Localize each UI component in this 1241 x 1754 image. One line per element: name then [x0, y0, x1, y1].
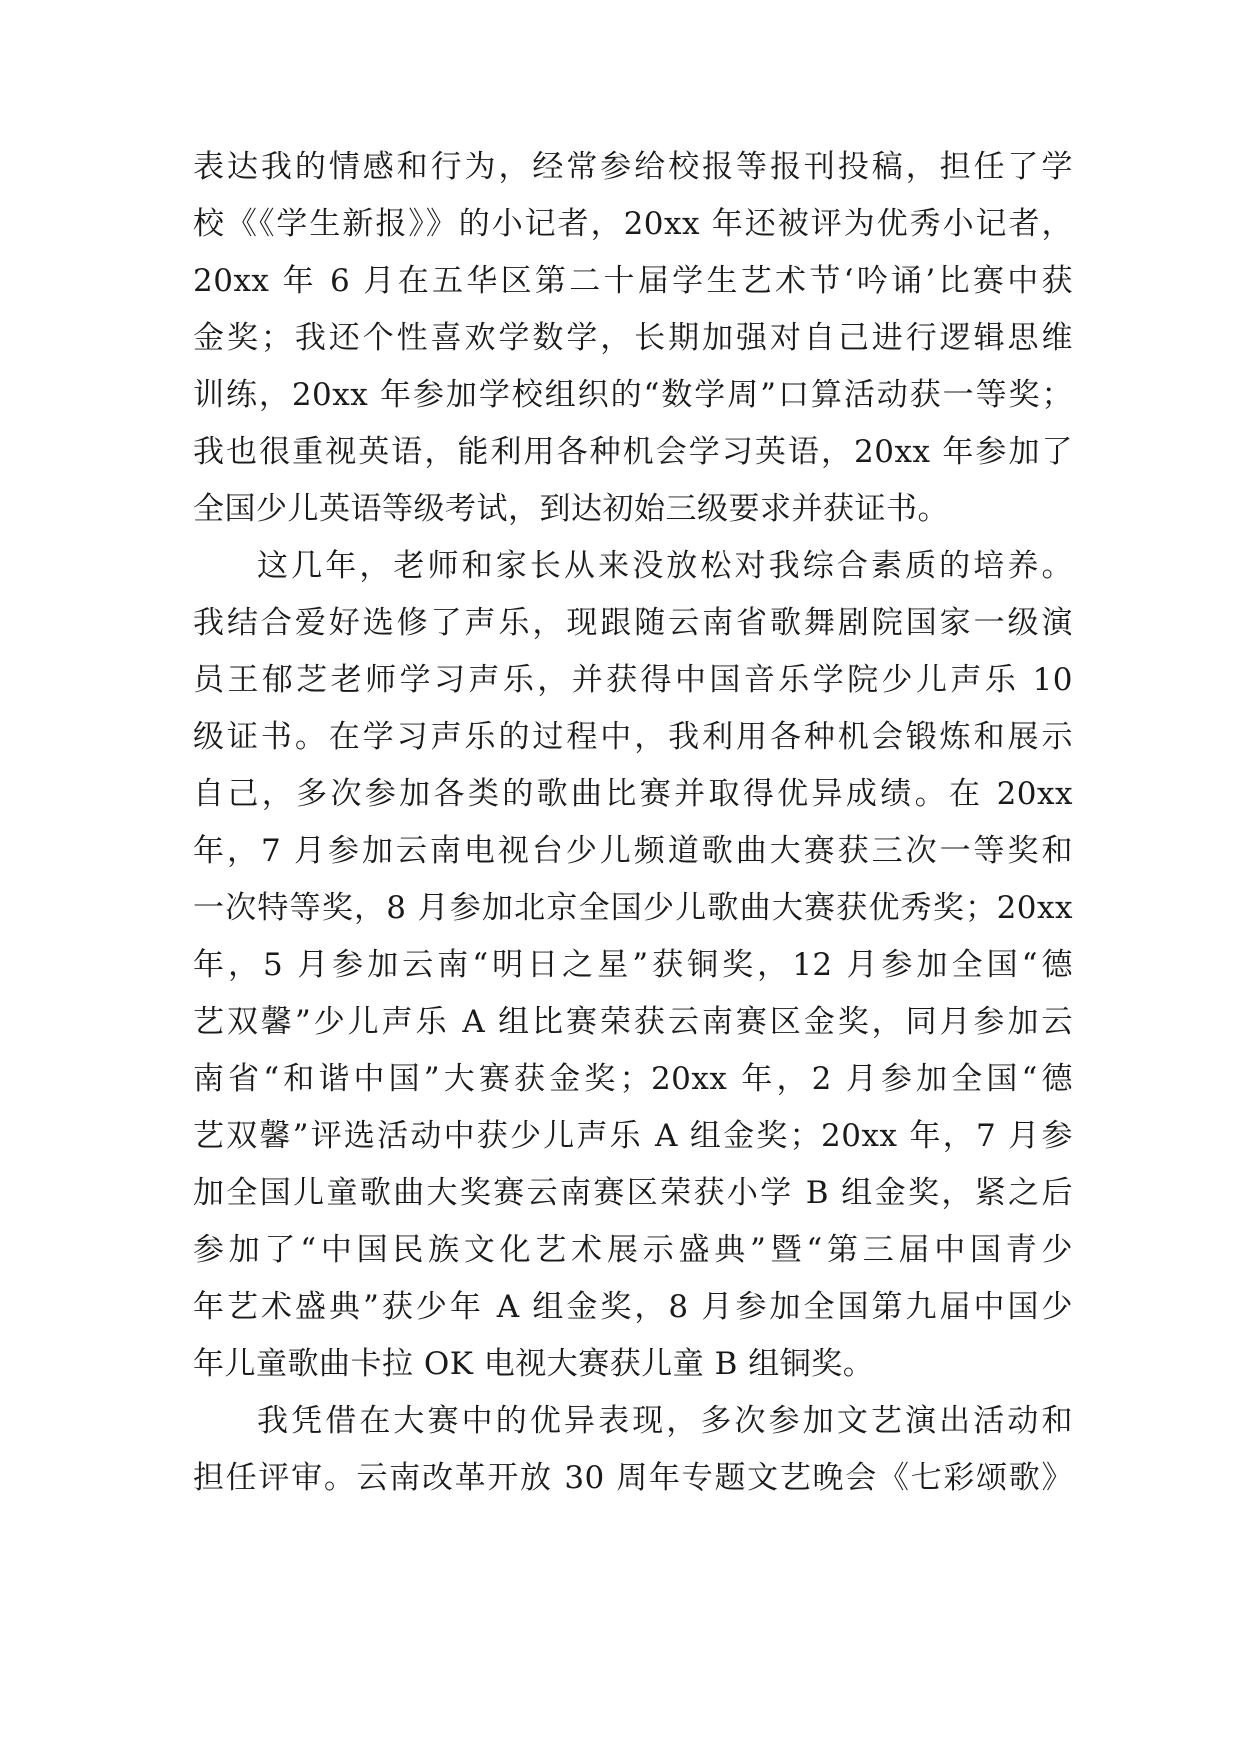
- text-line: 加全国儿童歌曲大奖赛云南赛区荣获小学 B 组金奖，紧之后: [193, 1175, 1073, 1211]
- text-line: 金奖；我还个性喜欢学数学，长期加强对自己进行逻辑思维: [193, 320, 1073, 356]
- text-line: 南省“和谐中国”大赛获金奖；20xx 年，2 月参加全国“德: [193, 1061, 1073, 1097]
- text-line: 训练，20xx 年参加学校组织的“数学周”口算活动获一等奖；: [193, 377, 1073, 413]
- text-line: 年，7 月参加云南电视台少儿频道歌曲大赛获三次一等奖和: [193, 833, 1073, 869]
- text-line: 年艺术盛典”获少年 A 组金奖，8 月参加全国第九届中国少: [193, 1289, 1073, 1325]
- text-line: 自己，多次参加各类的歌曲比赛并取得优异成绩。在 20xx: [193, 776, 1073, 812]
- text-line: 担任评审。云南改革开放 30 周年专题文艺晚会《七彩颂歌》: [193, 1460, 1073, 1496]
- text-line: 员王郁芝老师学习声乐，并获得中国音乐学院少儿声乐 10: [193, 662, 1073, 698]
- paragraph-first-line: 我凭借在大赛中的优异表现，多次参加文艺演出活动和: [257, 1403, 1073, 1439]
- text-line: 艺双馨”少儿声乐 A 组比赛荣获云南赛区金奖，同月参加云: [193, 1004, 1073, 1040]
- text-line: 表达我的情感和行为，经常参给校报等报刊投稿，担任了学: [193, 149, 1073, 185]
- paragraph-first-line: 这几年，老师和家长从来没放松对我综合素质的培养。: [257, 548, 1073, 584]
- text-line: 校《《学生新报》》的小记者，20xx 年还被评为优秀小记者，: [193, 206, 1073, 242]
- text-line: 全国少儿英语等级考试，到达初始三级要求并获证书。: [193, 491, 949, 527]
- text-line: 我也很重视英语，能利用各种机会学习英语，20xx 年参加了: [193, 434, 1073, 470]
- text-line: 一次特等奖，8 月参加北京全国少儿歌曲大赛获优秀奖；20xx: [193, 890, 1073, 926]
- text-line: 年，5 月参加云南“明日之星”获铜奖，12 月参加全国“德: [193, 947, 1073, 983]
- text-line: 参加了“中国民族文化艺术展示盛典”暨“第三届中国青少: [193, 1232, 1073, 1268]
- text-line: 我结合爱好选修了声乐，现跟随云南省歌舞剧院国家一级演: [193, 605, 1073, 641]
- text-line: 年儿童歌曲卡拉 OK 电视大赛获儿童 B 组铜奖。: [193, 1346, 875, 1382]
- text-line: 艺双馨”评选活动中获少儿声乐 A 组金奖；20xx 年，7 月参: [193, 1118, 1073, 1154]
- text-line: 20xx 年 6 月在五华区第二十届学生艺术节‘吟诵’比赛中获: [193, 263, 1073, 299]
- text-line: 级证书。在学习声乐的过程中，我利用各种机会锻炼和展示: [193, 719, 1073, 755]
